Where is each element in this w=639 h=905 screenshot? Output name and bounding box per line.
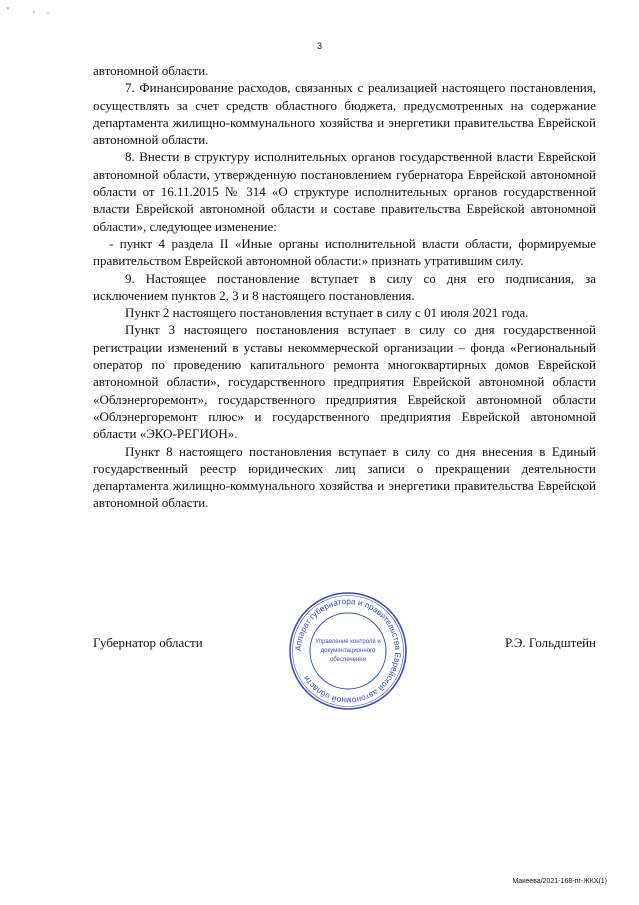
paragraph-point-3: Пункт 3 настоящего постановления вступает в силу со дня государственной регистрации изменений в уставы некоммерческой организации – фонда «Региональный оператор по проведению капитального ремонта многоквартирных домов Еврейской автономной области», государственного предприятия Еврейской автономной области «Облэнергоремонт», государственного предприятия Еврейской автономной области «Облэнергоремонт плюс» и государственного предприятия Еврейской автономной области «ЭКО-РЕГИОН».	[93, 322, 596, 442]
signatory-role: Губернатор области	[93, 635, 203, 650]
scan-specks	[0, 0, 60, 20]
stamp-ring-text: Аппарат губернатора и правительства Еврейской автономной области	[293, 596, 403, 706]
signatory-name: Р.Э. Гольдштейн	[504, 635, 596, 650]
stamp-center-line-1: Управление контроля и	[315, 639, 381, 645]
paragraph-point-2: Пункт 2 настоящего постановления вступает в силу с 01 июля 2021 года.	[125, 305, 529, 321]
document-body	[93, 62, 596, 512]
official-stamp	[287, 590, 409, 712]
paragraph-item-9: 9. Настоящее постановление вступает в силу со дня его подписания, за исключением пунктов 2, 3 и 8 настоящего постановления.	[93, 270, 596, 303]
paragraph-item-8: 8. Внести в структуру исполнительных органов государственной власти Еврейской автономной области, утвержденную постановлением губернатора Еврейской автономной области от 16.11.2015 № 314 «О структуре исполнительных органов государственной власти Еврейской автономной области и составе правительства Еврейской автономной области», следующее изменение:	[93, 149, 596, 234]
document-reference: Макеева/2021-168-пг-ЖКХ(1)	[512, 878, 607, 885]
paragraph-item-7: 7. Финансирование расходов, связанных с реализацией настоящего постановления, осуществлять за счет средств областного бюджета, предусмотренных на содержание департамента жилищно-коммунального хозяйства и энергетики правительства Еврейской автономной области.	[93, 80, 596, 148]
stamp-center-line-2: документационного	[320, 648, 376, 654]
paragraph-continuation: автономной области.	[93, 63, 209, 78]
paragraph-item-8-change: - пункт 4 раздела II «Иные органы исполнительной власти области, формируемые правительством Еврейской автономной области:» признать утратившим силу.	[93, 235, 596, 269]
stamp-center-line-3: обеспечения	[330, 657, 366, 663]
page-number: 3	[316, 41, 322, 51]
paragraph-point-8: Пункт 8 настоящего постановления вступает в силу со дня внесения в Единый государственный реестр юридических лиц записи о прекращении деятельности департамента жилищно-коммунального хозяйства и энергетики правительства Еврейской автономной области.	[93, 443, 596, 511]
